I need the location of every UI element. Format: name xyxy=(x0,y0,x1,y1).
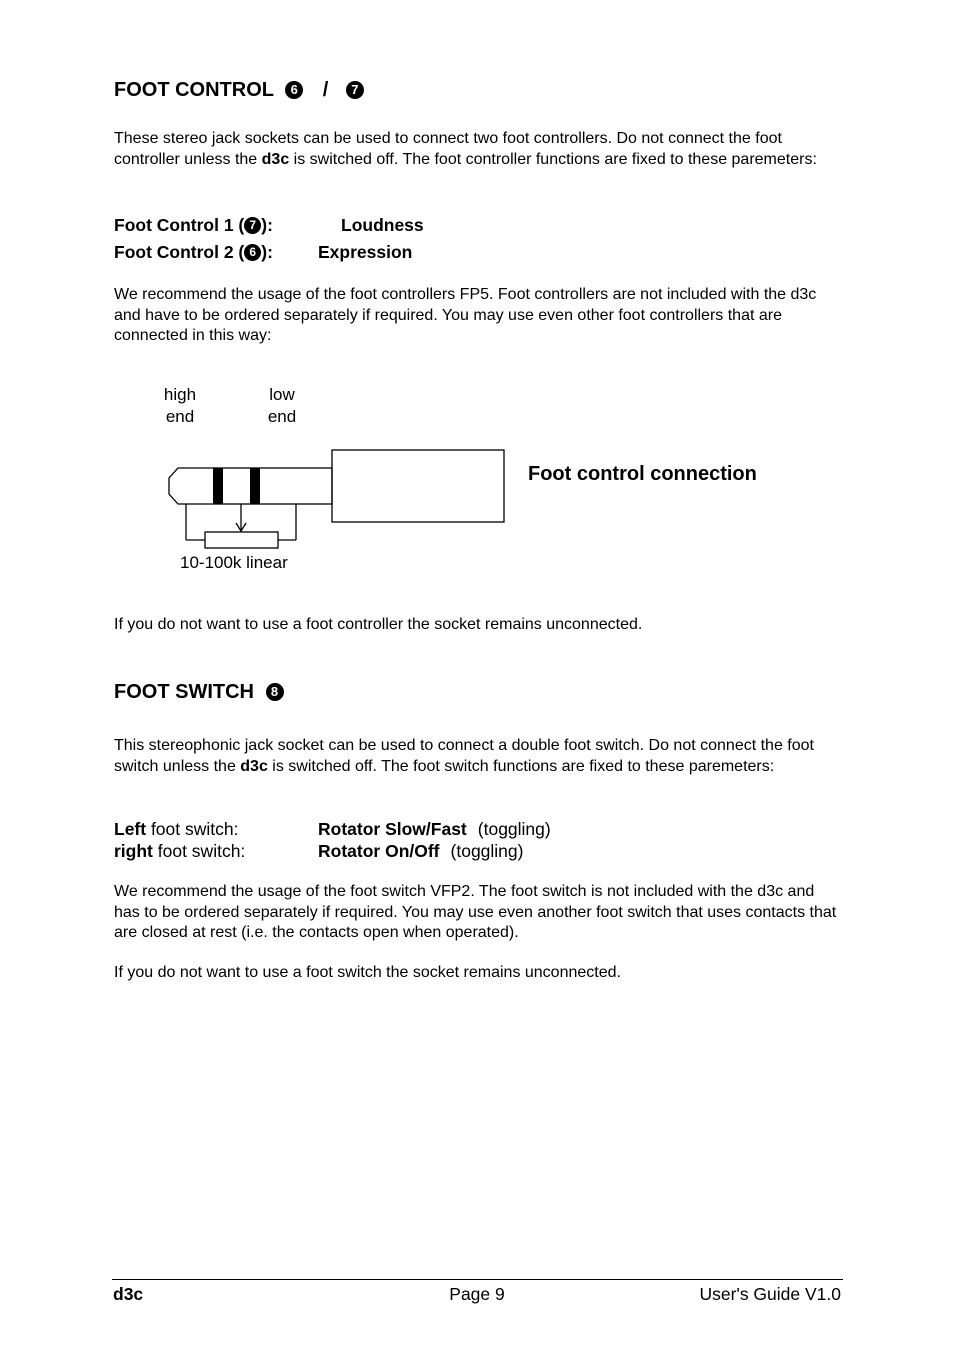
footer-product: d3c xyxy=(113,1284,144,1304)
left-foot-switch-value xyxy=(318,818,551,840)
jack-plug-diagram xyxy=(160,440,520,560)
low-end-label xyxy=(252,384,312,428)
section-title-text: FOOT SWITCH xyxy=(114,681,254,703)
section-title-foot-switch xyxy=(114,680,284,704)
foot-control-unconnected-paragraph: If you do not want to use a foot controller the socket remains unconnected. xyxy=(114,616,643,633)
para-text: is switched off. The foot switch functions are fixed to these paremeters: xyxy=(267,757,775,775)
product-name: d3c xyxy=(261,150,290,168)
end-text: end xyxy=(165,407,195,426)
foot-control-recommend-paragraph: We recommend the usage of the foot controllers FP5. Foot controllers are not included with the d3c and have to be ordered separately if required. You may use even other foot controllers that are connected in this way: xyxy=(114,286,817,344)
title-separator: / xyxy=(322,79,329,101)
insulator-ring-2 xyxy=(250,468,260,504)
circled-number-eight-icon: 8 xyxy=(266,683,284,701)
foot-control-2-value: Expression xyxy=(318,242,413,262)
para-text: These stereo jack sockets can be used to connect two foot controllers. Do not connect the foot controller unless the xyxy=(114,130,782,168)
circled-number-seven-icon: 7 xyxy=(244,217,261,234)
label-bold: right xyxy=(114,841,153,861)
foot-control-intro-paragraph xyxy=(114,129,839,170)
foot-switch-intro-paragraph xyxy=(114,736,839,777)
right-foot-switch-label xyxy=(114,840,245,862)
para-text: is switched off. The foot controller functions are fixed to these paremeters: xyxy=(289,150,817,168)
label-text: foot switch: xyxy=(152,841,246,861)
low-text: low xyxy=(269,385,295,404)
right-foot-switch-value xyxy=(318,840,523,862)
circled-number-six-icon: 6 xyxy=(244,244,261,261)
section-title-foot-control xyxy=(114,78,364,102)
circled-number-seven-icon: 7 xyxy=(346,81,364,99)
resistor-label: 10-100k linear xyxy=(180,553,288,572)
value-bold: Rotator On/Off xyxy=(318,841,440,861)
section-title-text: FOOT CONTROL xyxy=(114,79,274,101)
label-text: Foot Control 1 ( xyxy=(114,215,245,235)
value-note: (toggling) xyxy=(450,841,524,861)
foot-switch-recommend-paragraph: We recommend the usage of the foot switch VFP2. The foot switch is not included with the d3c and has to be ordered separately if required. You may use even another foot switch that uses contacts that are closed at rest (i.e. the contacts open when operated). xyxy=(114,883,837,941)
plug-sleeve xyxy=(215,468,332,504)
circled-number-six-icon: 6 xyxy=(285,81,303,99)
foot-control-1-value: Loudness xyxy=(341,215,424,235)
high-text: high xyxy=(163,385,197,404)
left-foot-switch-label xyxy=(114,818,238,840)
value-bold: Rotator Slow/Fast xyxy=(318,819,467,839)
foot-switch-unconnected-paragraph: If you do not want to use a foot switch the socket remains unconnected. xyxy=(114,964,621,981)
high-end-label xyxy=(150,384,210,428)
label-text: foot switch: xyxy=(146,819,239,839)
footer-guide-version: User's Guide V1.0 xyxy=(699,1284,841,1304)
potentiometer-resistor xyxy=(205,532,278,548)
label-text: ): xyxy=(261,242,273,262)
para-text: This stereophonic jack socket can be used to connect a double foot switch. Do not connect the foot switch unless the xyxy=(114,737,814,775)
foot-control-2-label xyxy=(114,241,273,263)
foot-control-1-label xyxy=(114,214,273,236)
label-text: Foot Control 2 ( xyxy=(114,242,245,262)
value-note: (toggling) xyxy=(477,819,551,839)
footer-page-number: Page 9 xyxy=(449,1284,505,1304)
product-name: d3c xyxy=(240,757,268,775)
plug-body xyxy=(332,450,504,522)
label-bold: Left xyxy=(114,819,147,839)
insulator-ring-1 xyxy=(213,468,223,504)
end-text: end xyxy=(267,407,297,426)
label-text: ): xyxy=(261,215,273,235)
diagram-caption: Foot control connection xyxy=(528,463,757,485)
footer-rule xyxy=(112,1279,843,1280)
plug-tip-outline xyxy=(169,468,215,504)
